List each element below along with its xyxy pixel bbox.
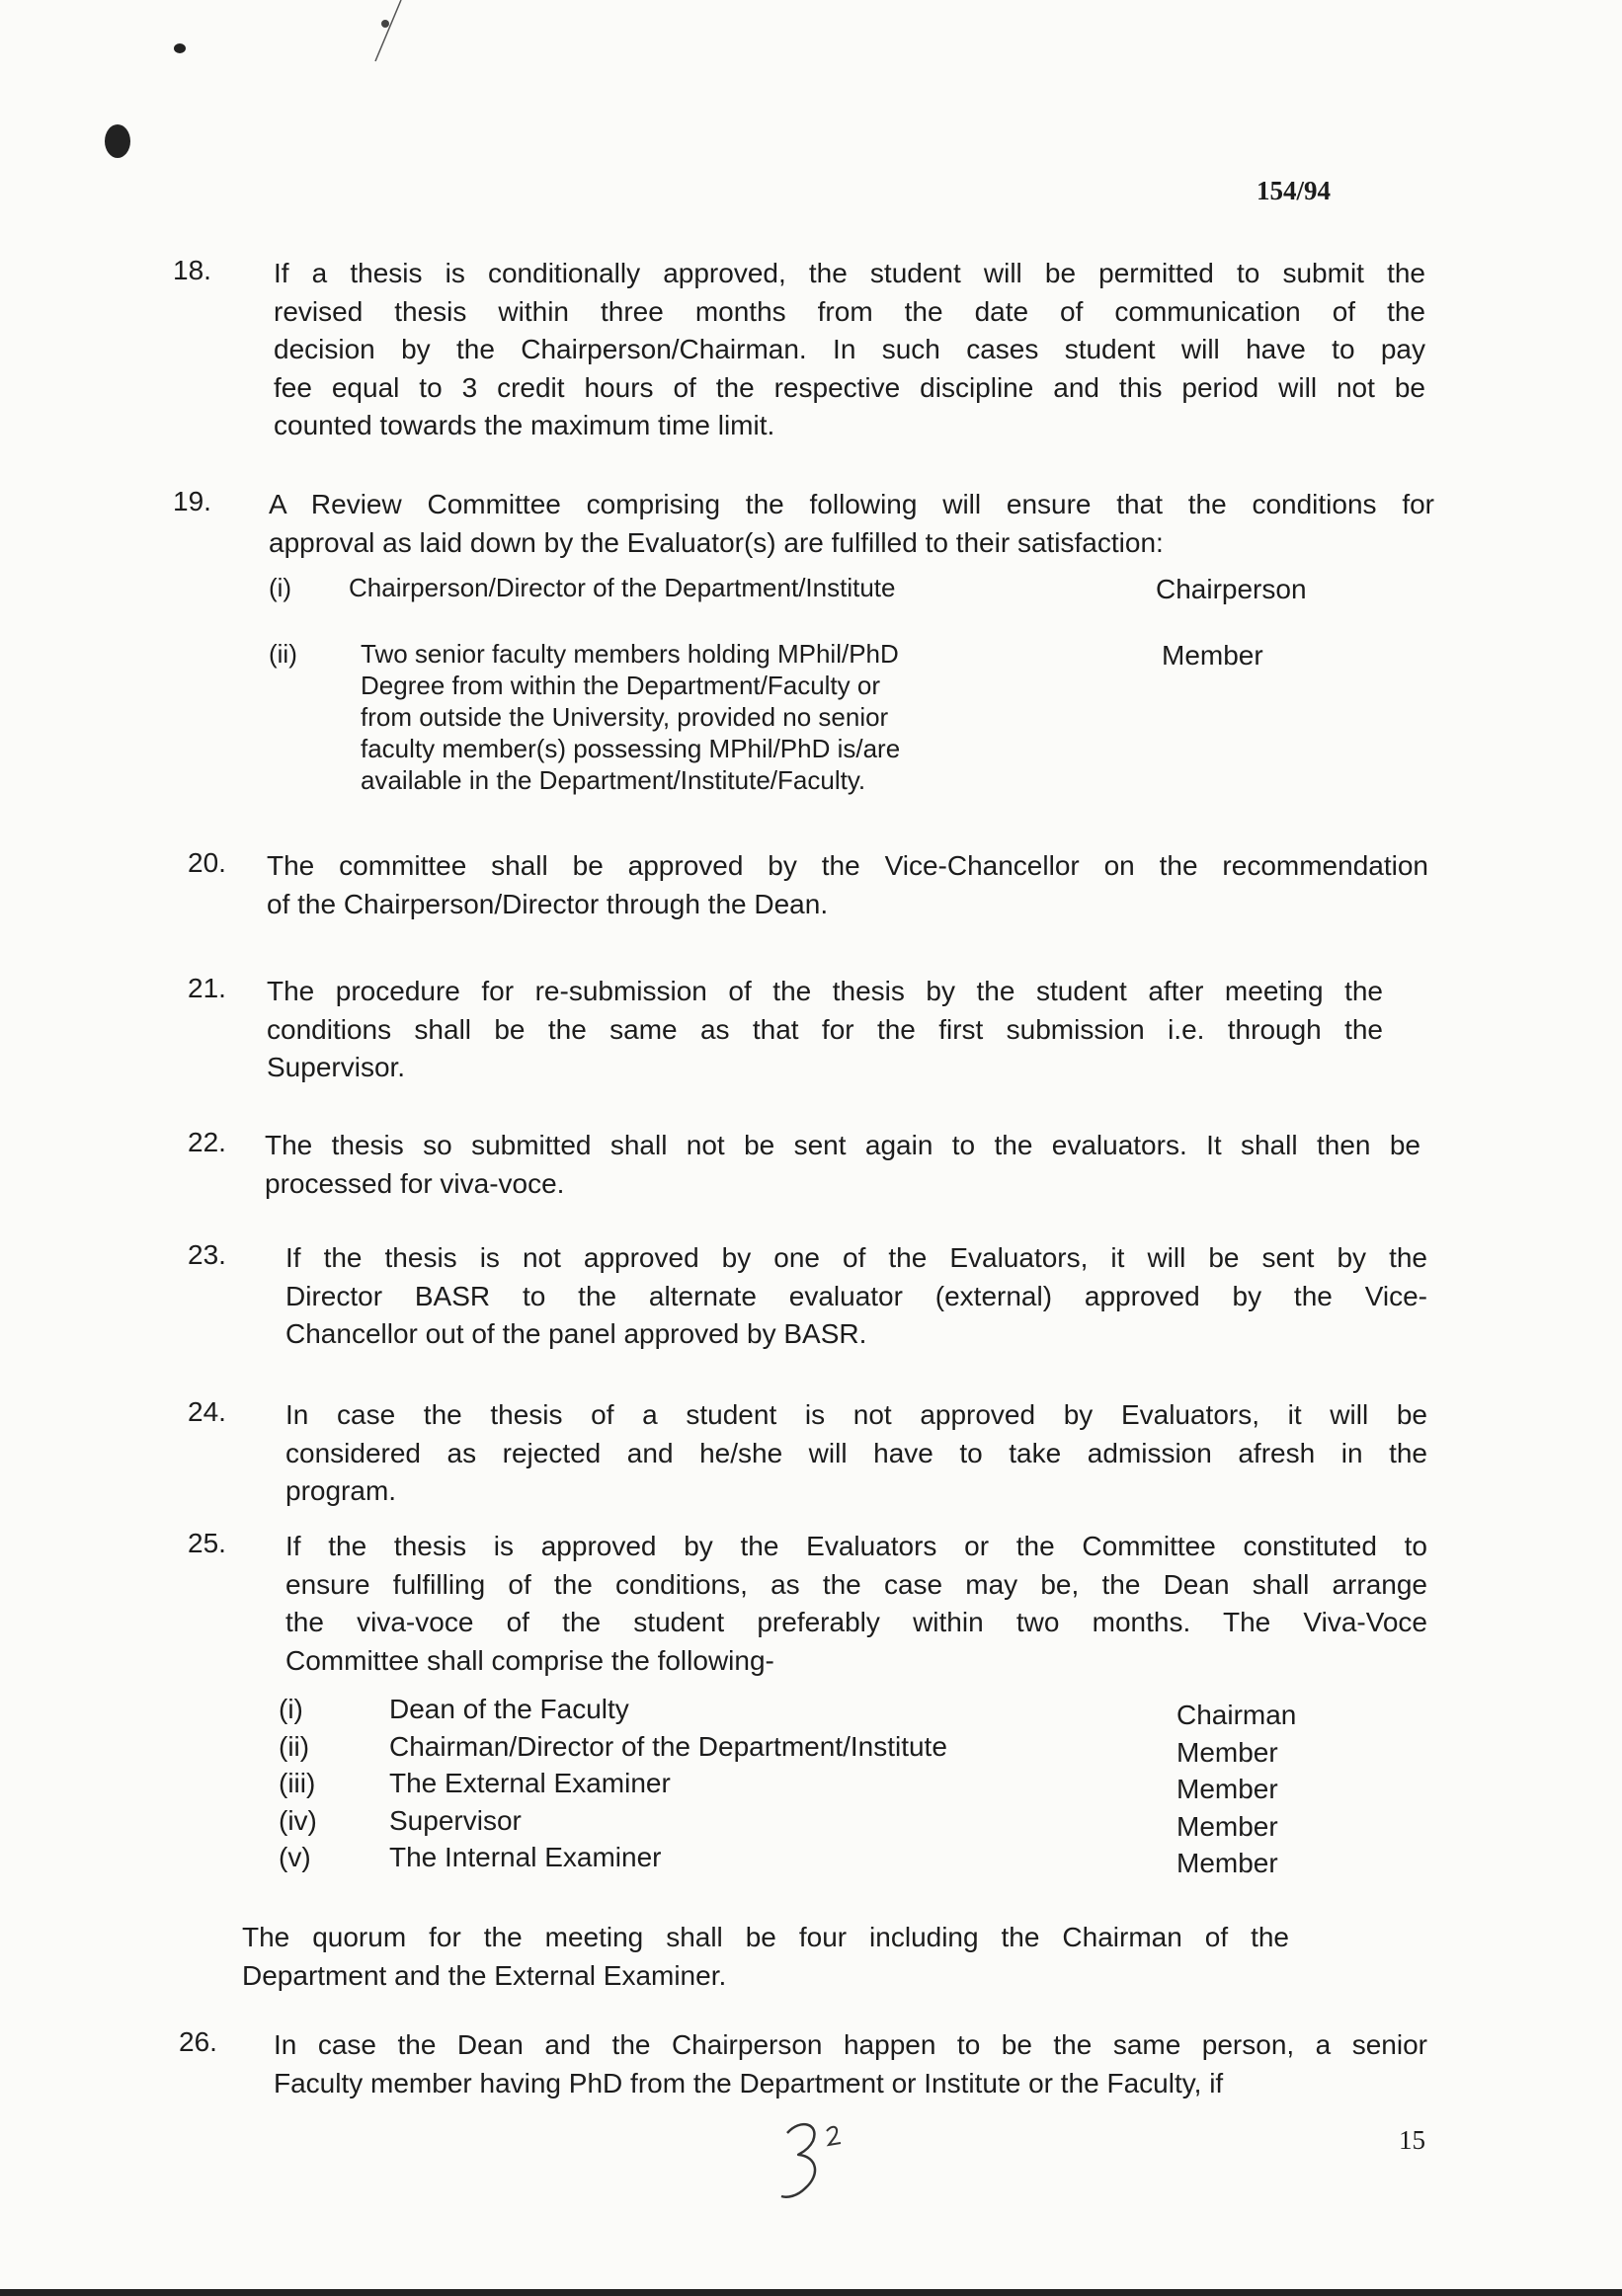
list-item-text: Dean of the Faculty (389, 1694, 629, 1724)
text-line: Faculty member having PhD from the Department or Institute or the Faculty, if (274, 2067, 1224, 2098)
paragraph-number: 18. (173, 255, 211, 285)
paragraph-text (274, 2026, 1427, 2102)
text-line: from outside the University, provided no senior (361, 702, 889, 732)
text-line: The committee shall be approved by the Vice-Chancellor on the recommendation (267, 850, 1428, 881)
list-number: (ii) (279, 1730, 310, 1762)
member-role: Member (1176, 1774, 1278, 1804)
paragraph-text (242, 1919, 1289, 1995)
scan-speck (105, 124, 130, 158)
paragraph-number: 24. (188, 1396, 226, 1427)
member-role: Member (1176, 1810, 1278, 1842)
text-line: of the Chairperson/Director through the Dean. (267, 888, 829, 919)
paragraph-text (285, 1396, 1427, 1511)
paragraph-text (285, 1239, 1427, 1354)
text-line: Chairperson/Director of the Department/Institute (349, 573, 896, 602)
page-number: 15 (1399, 2125, 1425, 2155)
handwritten-page-mark (775, 2113, 854, 2202)
text-line: If a thesis is conditionally approved, the student will be permitted to submit the (274, 258, 1425, 288)
text-line: If the thesis is not approved by one of the Evaluators, it will be sent by the (285, 1242, 1427, 1273)
text-line: Supervisor. (267, 1052, 406, 1082)
list-number: (iv) (279, 1804, 317, 1836)
text-line: In case the Dean and the Chairperson happen to be the same person, a senior (274, 2029, 1427, 2060)
text-line: faculty member(s) possessing MPhil/PhD is/are (361, 734, 901, 763)
text-line: program. (285, 1475, 397, 1506)
list-item-text (361, 638, 993, 796)
paragraph-number: 22. (188, 1127, 226, 1157)
list-number: (ii) (269, 639, 297, 669)
paragraph-text (285, 1528, 1427, 1680)
paragraph-text (274, 255, 1425, 445)
text-line: counted towards the maximum time limit. (274, 410, 775, 440)
list-item-text: Supervisor (389, 1804, 522, 1836)
list-item-text: Chairman/Director of the Department/Institute (389, 1730, 947, 1762)
list-item-text: The Internal Examiner (389, 1842, 662, 1872)
document-reference: 154/94 (1257, 176, 1332, 205)
text-line: ensure fulfilling of the conditions, as the case may be, the Dean shall arrange (285, 1568, 1427, 1600)
text-line: The procedure for re-submission of the thesis by the student after meeting the (267, 976, 1383, 1006)
text-line: Two senior faculty members holding MPhil/PhD (361, 639, 899, 669)
member-role: Chairman (1176, 1700, 1297, 1730)
member-role: Member (1162, 640, 1263, 671)
text-line: The thesis so submitted shall not be sent again to the evaluators. It shall then be (265, 1130, 1420, 1160)
scan-speck (174, 43, 186, 53)
text-line: considered as rejected and he/she will have to take admission afresh in the (285, 1437, 1427, 1468)
paragraph-text (267, 847, 1428, 923)
text-line: processed for viva-voce. (265, 1167, 565, 1199)
paragraph-text (267, 973, 1383, 1087)
paragraph-number: 25. (188, 1528, 226, 1558)
text-line: In case the thesis of a student is not approved by Evaluators, it will be (285, 1399, 1427, 1430)
paragraph-number: 19. (173, 486, 211, 516)
list-item-text: The External Examiner (389, 1768, 671, 1798)
text-line: conditions shall be the same as that for the first submission i.e. through the (267, 1013, 1383, 1045)
text-line: Committee shall comprise the following- (285, 1644, 774, 1676)
text-line: A Review Committee comprising the following will ensure that the conditions for (269, 489, 1434, 519)
text-line: revised thesis within three months from the date of communication of the (274, 295, 1425, 327)
text-line: Degree from within the Department/Faculty or (361, 671, 880, 700)
text-line: Chancellor out of the panel approved by BASR. (285, 1318, 867, 1349)
paragraph-text (265, 1127, 1420, 1203)
paragraph-number: 23. (188, 1239, 226, 1270)
text-line: the viva-voce of the student preferably within two months. The Viva-Voce (285, 1607, 1427, 1637)
paragraph-number: 20. (188, 847, 226, 878)
paragraph-number: 26. (179, 2026, 217, 2057)
text-line: Director BASR to the alternate evaluator (external) approved by the Vice- (285, 1280, 1427, 1311)
paragraph-number: 21. (188, 973, 226, 1003)
text-line: If the thesis is approved by the Evaluators or the Committee constituted to (285, 1531, 1427, 1561)
text-line: The quorum for the meeting shall be four including the Chairman of the (242, 1922, 1289, 1952)
list-item-text (349, 572, 981, 603)
list-number: (i) (279, 1694, 303, 1724)
member-role: Member (1176, 1848, 1278, 1878)
text-line: Department and the External Examiner. (242, 1959, 727, 1991)
text-line: available in the Department/Institute/Faculty. (361, 765, 866, 795)
member-role: Member (1176, 1736, 1278, 1768)
paragraph-text (269, 486, 1434, 562)
text-line: decision by the Chairperson/Chairman. In such cases student will have to pay (274, 334, 1425, 364)
list-number: (v) (279, 1842, 311, 1872)
list-number: (iii) (279, 1768, 316, 1798)
scan-bottom-edge (0, 2289, 1622, 2296)
list-number: (i) (269, 573, 292, 602)
scan-pen-mark (365, 0, 405, 69)
text-line: approval as laid down by the Evaluator(s) are fulfilled to their satisfaction: (269, 526, 1164, 558)
member-role: Chairperson (1156, 574, 1307, 604)
text-line: fee equal to 3 credit hours of the respective discipline and this period will not be (274, 371, 1425, 403)
